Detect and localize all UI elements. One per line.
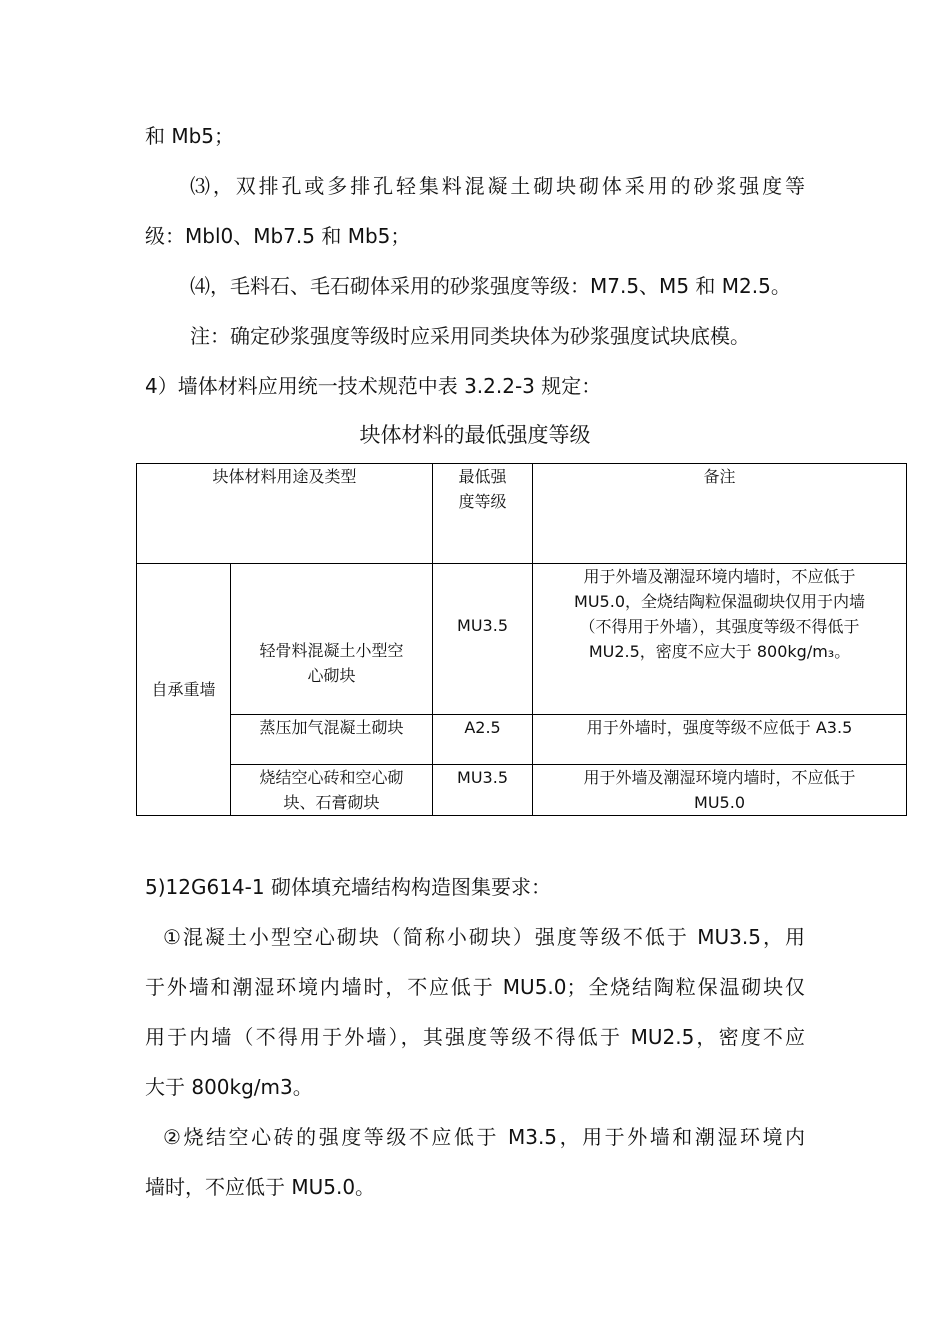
paragraph-item-3: ⑶，双排孔或多排孔轻集料混凝土砌块砌体采用的砂浆强度等	[190, 174, 805, 198]
section-5-item-1-cont: 大于 800kg/m3。	[145, 1075, 313, 1099]
header-min-grade	[433, 464, 533, 564]
note-line: 用于外墙及潮湿环境内墙时，不应低于	[583, 567, 856, 586]
paragraph-note: 注：确定砂浆强度等级时应采用同类块体为砂浆强度试块底模。	[190, 324, 750, 348]
note-line: 用于外墙时，强度等级不应低于 A3.5	[586, 718, 853, 737]
header-remarks-label: 备注	[703, 467, 736, 486]
group-cell	[137, 564, 231, 816]
note-cell	[533, 765, 907, 816]
section-5-item-1-cont: 用于内墙（不得用于外墙），其强度等级不得低于 MU2.5，密度不应	[145, 1025, 805, 1049]
paragraph-item-4: ⑷，毛料石、毛石砌体采用的砂浆强度等级：M7.5、M5 和 M2.5。	[190, 274, 791, 298]
table-row	[137, 765, 907, 816]
table-header-row	[137, 464, 907, 564]
note-line: MU5.0，全烧结陶粒保温砌块仅用于内墙	[574, 592, 865, 611]
material-type-cell	[231, 765, 433, 816]
table-caption: 块体材料的最低强度等级	[359, 423, 591, 447]
material-type-cell	[231, 715, 433, 765]
material-type-line: 蒸压加气混凝土砌块	[259, 718, 404, 737]
note-line: MU2.5，密度不应大于 800kg/m₃。	[588, 642, 851, 661]
grade-value: A2.5	[464, 718, 501, 737]
grade-cell	[433, 715, 533, 765]
grade-cell	[433, 765, 533, 816]
paragraph-continuation: 和 Mb5；	[145, 124, 235, 148]
table-row	[137, 564, 907, 715]
grade-cell	[433, 564, 533, 715]
material-type-line: 烧结空心砖和空心砌	[259, 768, 404, 787]
grade-value: MU3.5	[457, 768, 508, 787]
note-cell	[533, 715, 907, 765]
material-type-line: 心砌块	[307, 666, 356, 685]
material-type-line: 轻骨料混凝土小型空	[259, 641, 404, 660]
note-line: （不得用于外墙），其强度等级不得低于	[579, 617, 860, 636]
paragraph-item-3-cont: 级：Mbl0、Mb7.5 和 Mb5；	[145, 224, 411, 248]
header-min-grade-line1: 最低强	[458, 467, 507, 486]
header-remarks	[533, 464, 907, 564]
section-5-item-2-cont: 墙时，不应低于 MU5.0。	[145, 1175, 376, 1199]
section-5-item-2: ②烧结空心砖的强度等级不应低于 M3.5，用于外墙和潮湿环境内	[163, 1125, 805, 1149]
header-min-grade-line2: 度等级	[458, 492, 507, 511]
paragraph-section-4: 4）墙体材料应用统一技术规范中表 3.2.2-3 规定：	[145, 374, 602, 398]
strength-grade-table	[136, 463, 907, 816]
section-5-item-1-cont: 于外墙和潮湿环境内墙时，不应低于 MU5.0；全烧结陶粒保温砌块仅	[145, 975, 805, 999]
note-cell	[533, 564, 907, 715]
group-label: 自承重墙	[151, 680, 216, 699]
note-line: 用于外墙及潮湿环境内墙时，不应低于	[583, 768, 856, 787]
header-material-type-label: 块体材料用途及类型	[212, 467, 357, 486]
grade-value: MU3.5	[457, 616, 508, 635]
header-material-type	[137, 464, 433, 564]
table-row	[137, 715, 907, 765]
note-line: MU5.0	[694, 793, 745, 812]
material-type-line: 块、石膏砌块	[283, 793, 380, 812]
section-5-heading: 5)12G614-1 砌体填充墙结构构造图集要求：	[145, 875, 551, 899]
section-5-item-1: ①混凝土小型空心砌块（简称小砌块）强度等级不低于 MU3.5，用	[163, 925, 805, 949]
material-type-cell	[231, 564, 433, 715]
